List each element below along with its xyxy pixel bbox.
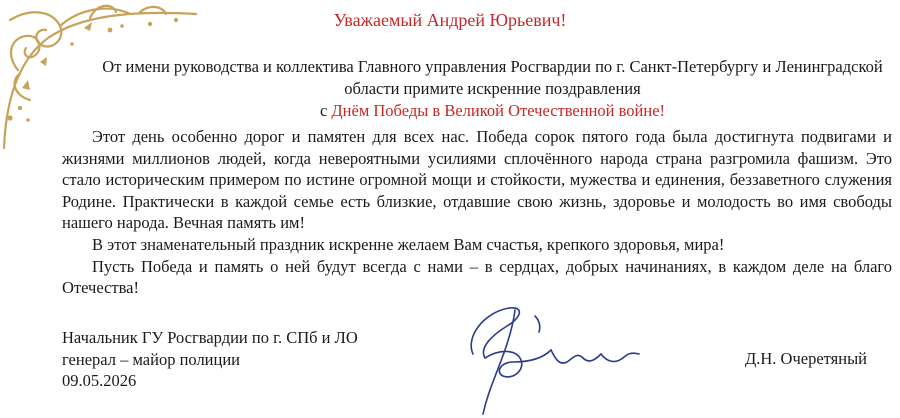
body-paragraph: Пусть Победа и память о ней будут всегда с нами – в сердцах, добрых начинаниях, в каждом деле на благо Отечества! [62, 256, 892, 298]
signatory-rank: генерал – майор полиции [62, 349, 241, 369]
signatory-name: Д.Н. Очеретяный [745, 349, 867, 368]
letter-date: 09.05.2026 [62, 371, 137, 390]
intro-main: От имени руководства и коллектива Главного управления Росгвардии по г. Санкт-Петербургу и Ленинградской области примите искренние поздравления [102, 57, 883, 98]
holiday-name: Днём Победы в Великой Отечественной войне! [331, 101, 666, 120]
intro-text [95, 56, 890, 122]
body-paragraph: В этот знаменательный праздник искренне желаем Вам счастья, крепкого здоровья, мира! [92, 234, 725, 254]
intro-prefix: с [319, 101, 332, 120]
handwritten-signature [455, 296, 655, 418]
letter-body [62, 126, 892, 299]
signatory-block [62, 327, 358, 392]
body-paragraph: Этот день особенно дорог и памятен для всех нас. Победа сорок пятого года была достигнута подвигами и жизнями миллионов людей, когда невероятными усилиями сплочённого народа страна разгромила фашизм. Это стало историческим примером по истине огромной мощи и стойкости, мужества и единения, беззаветного служения Родине. Практически в каждой семье есть близкие, отдавшие свою жизнь, здоровье и молодость во имя свободы нашего народа. Вечная память им! [62, 127, 892, 233]
greeting-heading: Уважаемый Андрей Юрьевич! [333, 10, 567, 30]
signatory-position: Начальник ГУ Росгвардии по г. СПб и ЛО [62, 328, 358, 347]
